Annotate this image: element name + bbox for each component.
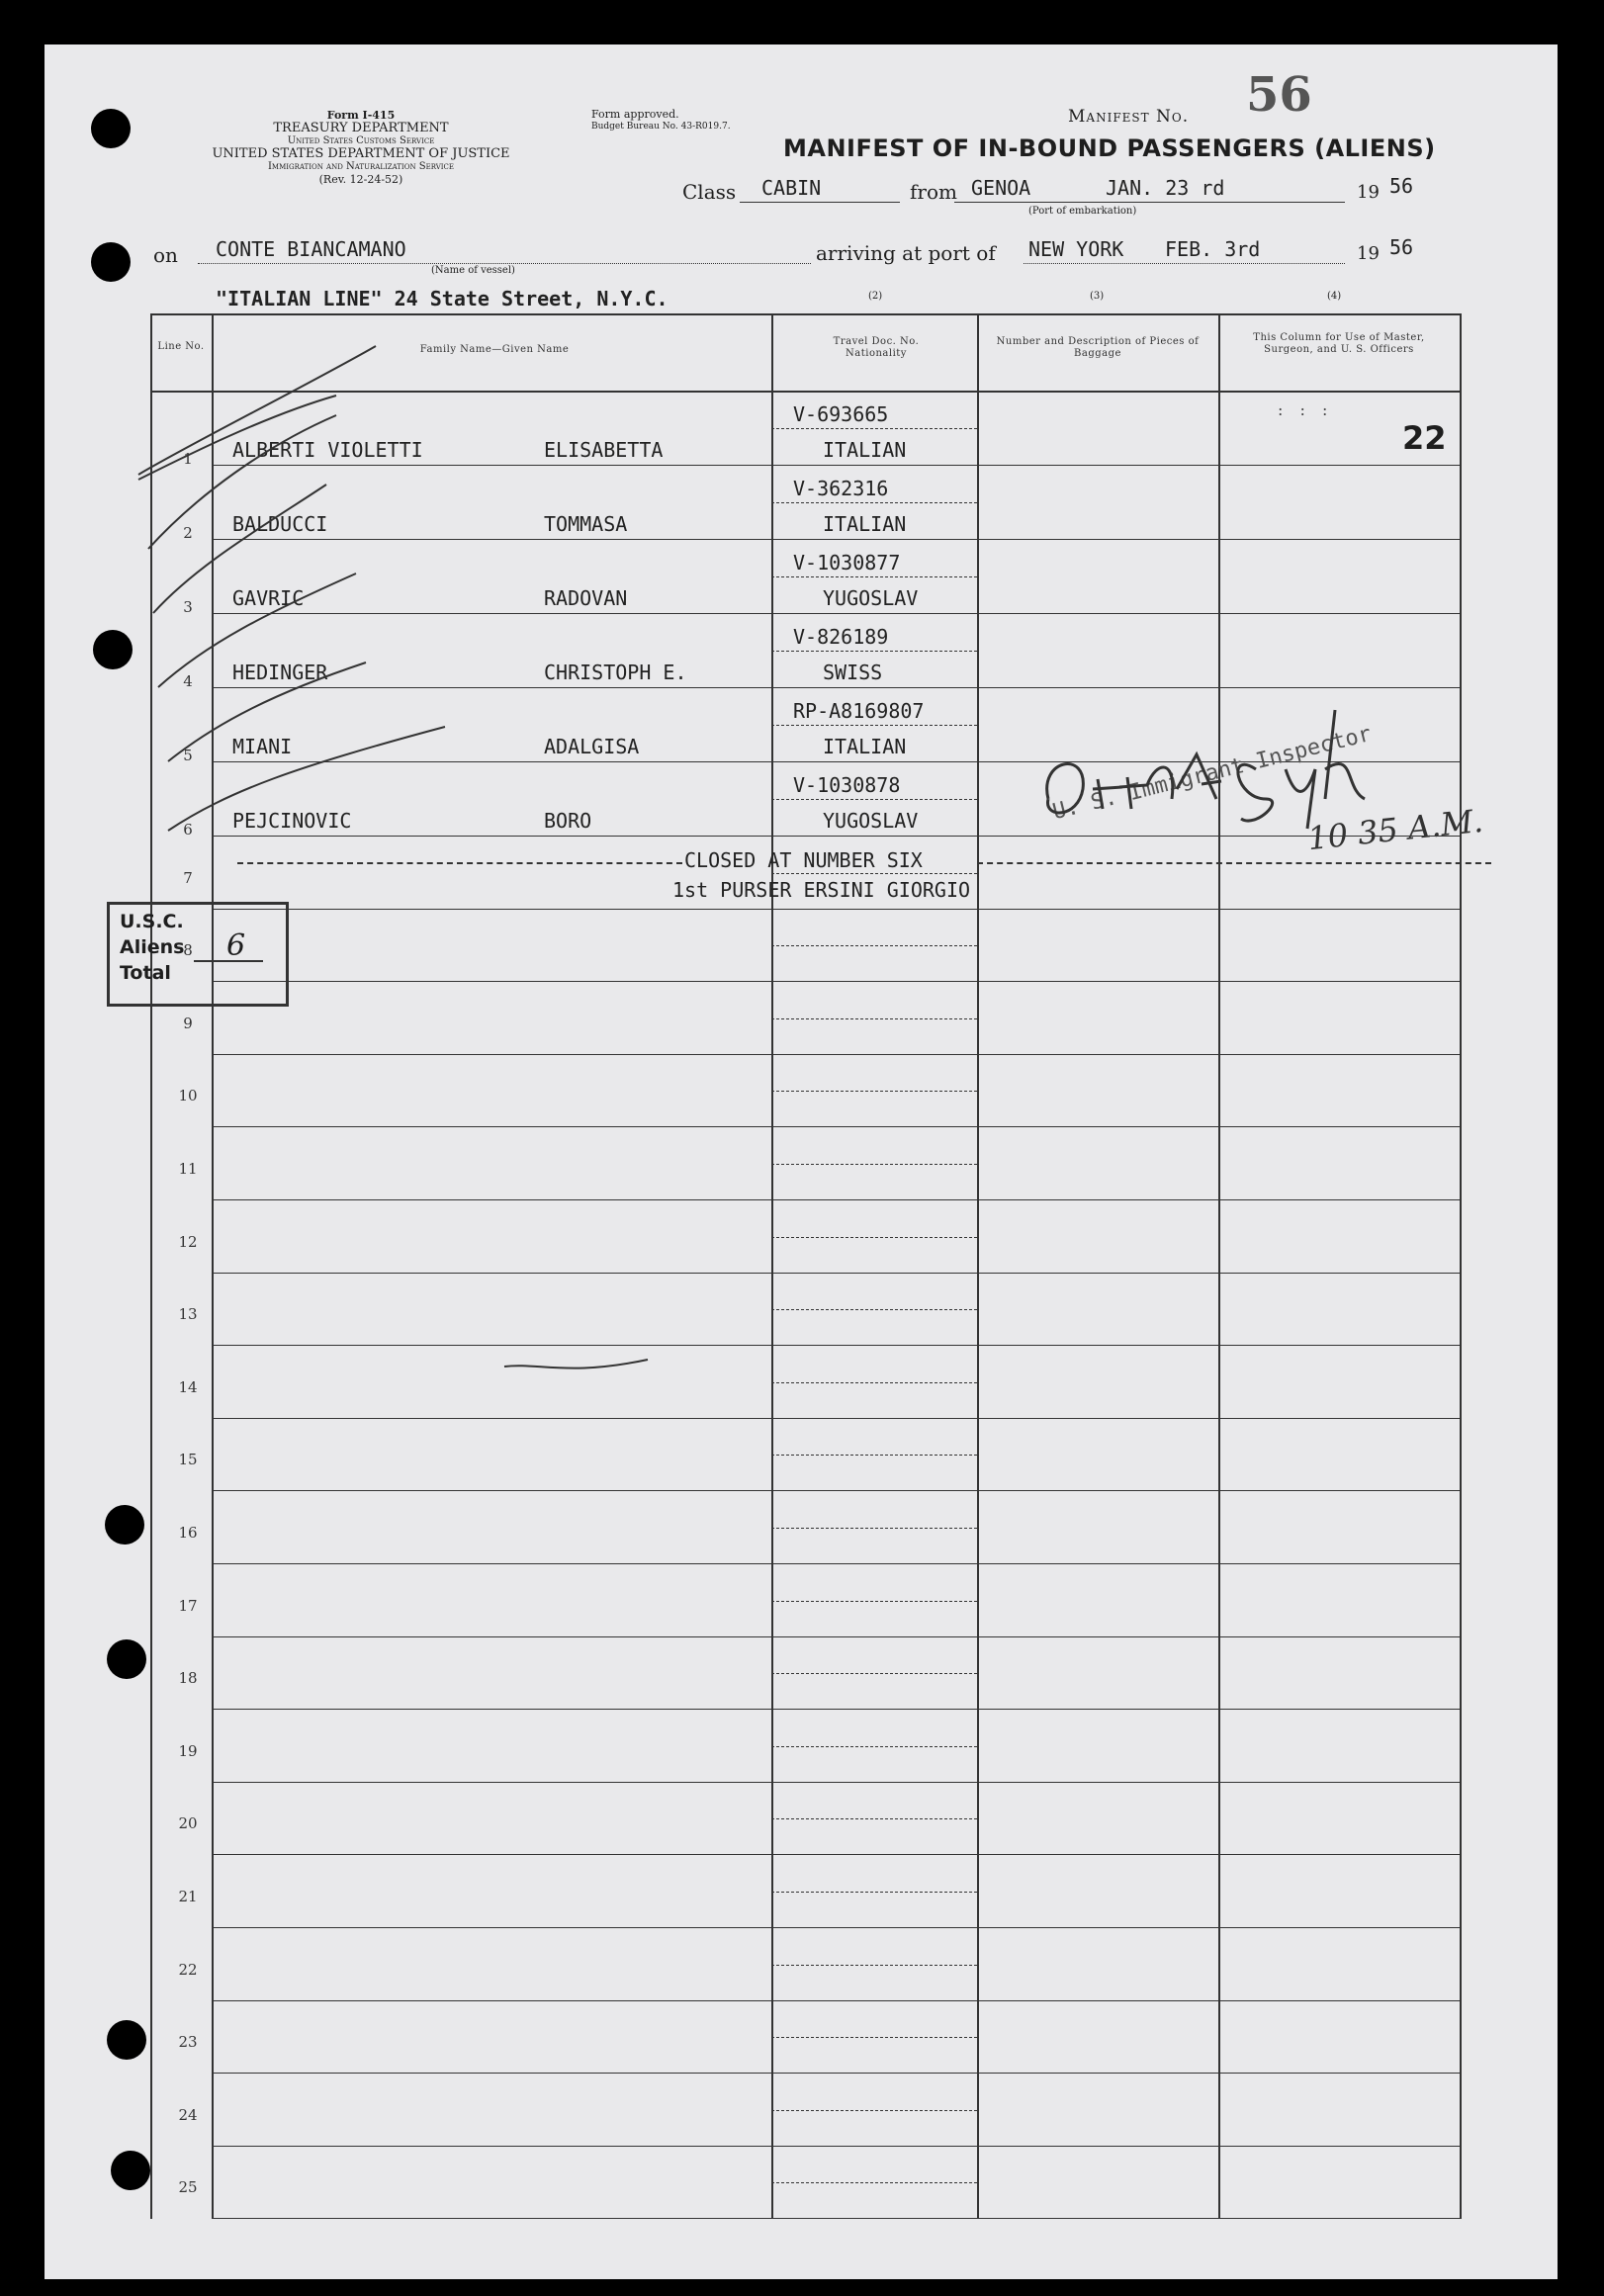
row-number: 9 <box>183 1015 193 1032</box>
nationality: SWISS <box>823 661 883 684</box>
row-number: 14 <box>178 1378 198 1396</box>
row-number: 16 <box>178 1524 198 1542</box>
year-2: 56 <box>1389 235 1414 259</box>
row-number: 8 <box>183 941 193 959</box>
passenger-given-name: BORO <box>544 809 592 833</box>
customs-service: United States Customs Service <box>287 135 435 146</box>
row-number: 20 <box>178 1814 198 1832</box>
col-header-name: Family Name—Given Name <box>419 344 570 355</box>
row-number: 24 <box>178 2106 198 2124</box>
row-number: 13 <box>178 1305 198 1323</box>
binder-hole <box>93 630 133 669</box>
stamp-line-2: Aliens <box>120 936 185 958</box>
officer-note: 22 <box>1402 419 1447 457</box>
year-prefix-2: 19 <box>1357 243 1380 264</box>
row-number: 6 <box>183 821 193 839</box>
binder-hole <box>111 2151 150 2190</box>
row-number: 21 <box>178 1888 198 1905</box>
col-number-2: (2) <box>868 291 883 302</box>
nationality: ITALIAN <box>823 512 907 536</box>
travel-doc-number: V-1030878 <box>793 773 901 797</box>
col-header-baggage: Number and Description of Pieces of Baggage <box>996 336 1200 359</box>
on-label: on <box>153 243 178 267</box>
usc-stamp <box>107 902 289 1007</box>
form-approved: Form approved. <box>591 108 679 121</box>
row-number: 10 <box>178 1087 198 1104</box>
manifest-title: MANIFEST OF IN-BOUND PASSENGERS (ALIENS) <box>783 134 1436 162</box>
embark-caption: (Port of embarkation) <box>1028 206 1137 217</box>
ins-service: Immigration and Naturalization Service <box>267 161 455 172</box>
class-value: CABIN <box>761 176 822 200</box>
binder-hole <box>91 109 131 148</box>
row-number: 15 <box>178 1451 198 1468</box>
binder-hole <box>107 1639 146 1679</box>
justice-dept: UNITED STATES DEPARTMENT OF JUSTICE <box>212 146 510 161</box>
row-number: 4 <box>183 672 193 690</box>
manifest-label: Manifest No. <box>1068 107 1190 127</box>
row-number: 18 <box>178 1669 198 1687</box>
travel-doc-number: RP-A8169807 <box>793 699 925 723</box>
passenger-family-name: HEDINGER <box>232 661 328 684</box>
revision: (Rev. 12-24-52) <box>318 173 403 186</box>
passenger-family-name: BALDUCCI <box>232 512 328 536</box>
nationality: YUGOSLAV <box>823 586 919 610</box>
closed-text: CLOSED AT NUMBER SIX <box>684 848 923 872</box>
inspector-stamp: U. S. Immigrant Inspector <box>1050 721 1375 826</box>
from-port: GENOA <box>971 176 1031 200</box>
binder-hole <box>107 2020 146 2060</box>
row-number: 19 <box>178 1742 198 1760</box>
col-header-line: Line No. <box>157 341 205 352</box>
binder-hole <box>105 1505 144 1545</box>
year-1: 56 <box>1389 174 1414 198</box>
stamp-line-3: Total <box>120 962 171 984</box>
binder-hole <box>91 242 131 282</box>
vessel-name: CONTE BIANCAMANO <box>216 237 406 261</box>
travel-doc-number: V-1030877 <box>793 551 901 574</box>
arrival-date: FEB. 3rd <box>1165 237 1261 261</box>
stamp-line-1: U.S.C. <box>120 911 184 932</box>
embark-date: JAN. 23 rd <box>1106 176 1225 200</box>
agency-block <box>148 109 574 186</box>
row-number: 3 <box>183 598 193 616</box>
passenger-family-name: MIANI <box>232 735 293 758</box>
passenger-family-name: PEJCINOVIC <box>232 809 352 833</box>
class-label: Class <box>682 180 737 204</box>
row-number: 22 <box>178 1961 198 1979</box>
officer-marks: : : : <box>1278 400 1334 419</box>
nationality: YUGOSLAV <box>823 809 919 833</box>
arriving-label: arriving at port of <box>816 241 996 265</box>
signature-time: 10 35 A.M. <box>1305 801 1485 858</box>
row-number: 2 <box>183 524 193 542</box>
travel-doc-number: V-362316 <box>793 477 889 500</box>
nationality: ITALIAN <box>823 735 907 758</box>
travel-doc-number: V-826189 <box>793 625 889 649</box>
approval-block <box>591 109 731 132</box>
passenger-given-name: RADOVAN <box>544 586 628 610</box>
row-number: 1 <box>183 450 193 468</box>
row-number: 17 <box>178 1597 198 1615</box>
treasury-dept: TREASURY DEPARTMENT <box>273 121 449 135</box>
form-id: Form I-415 <box>326 109 396 122</box>
row-number: 23 <box>178 2033 198 2051</box>
stamp-count: 6 <box>226 928 246 963</box>
manifest-number: 56 <box>1246 67 1312 123</box>
passenger-family-name: ALBERTI VIOLETTI <box>232 438 423 462</box>
line-info: "ITALIAN LINE" 24 State Street, N.Y.C. <box>216 287 668 310</box>
col-number-4: (4) <box>1327 291 1342 302</box>
travel-doc-number: V-693665 <box>793 402 889 426</box>
row-number: 25 <box>178 2178 198 2196</box>
stray-mark <box>499 1355 658 1384</box>
col-number-3: (3) <box>1090 291 1105 302</box>
passenger-given-name: CHRISTOPH E. <box>544 661 687 684</box>
col-header-travel-doc: Travel Doc. No. Nationality <box>833 336 920 359</box>
from-label: from <box>910 180 957 204</box>
passenger-given-name: TOMMASA <box>544 512 628 536</box>
year-prefix-1: 19 <box>1357 182 1380 203</box>
arrival-port: NEW YORK <box>1028 237 1124 261</box>
vessel-caption: (Name of vessel) <box>431 265 515 276</box>
nationality: ITALIAN <box>823 438 907 462</box>
row-number: 7 <box>183 869 193 887</box>
budget-bureau: Budget Bureau No. 43-R019.7. <box>591 122 731 132</box>
check-marks <box>129 326 504 860</box>
passenger-given-name: ELISABETTA <box>544 438 664 462</box>
row-number: 11 <box>178 1160 198 1178</box>
row-number: 12 <box>178 1233 198 1251</box>
purser-text: 1st PURSER ERSINI GIORGIO <box>672 878 971 902</box>
passenger-family-name: GAVRIC <box>232 586 305 610</box>
passenger-given-name: ADALGISA <box>544 735 640 758</box>
row-number: 5 <box>183 747 193 764</box>
col-header-officers: This Column for Use of Master, Surgeon, and U. S. Officers <box>1253 332 1425 355</box>
